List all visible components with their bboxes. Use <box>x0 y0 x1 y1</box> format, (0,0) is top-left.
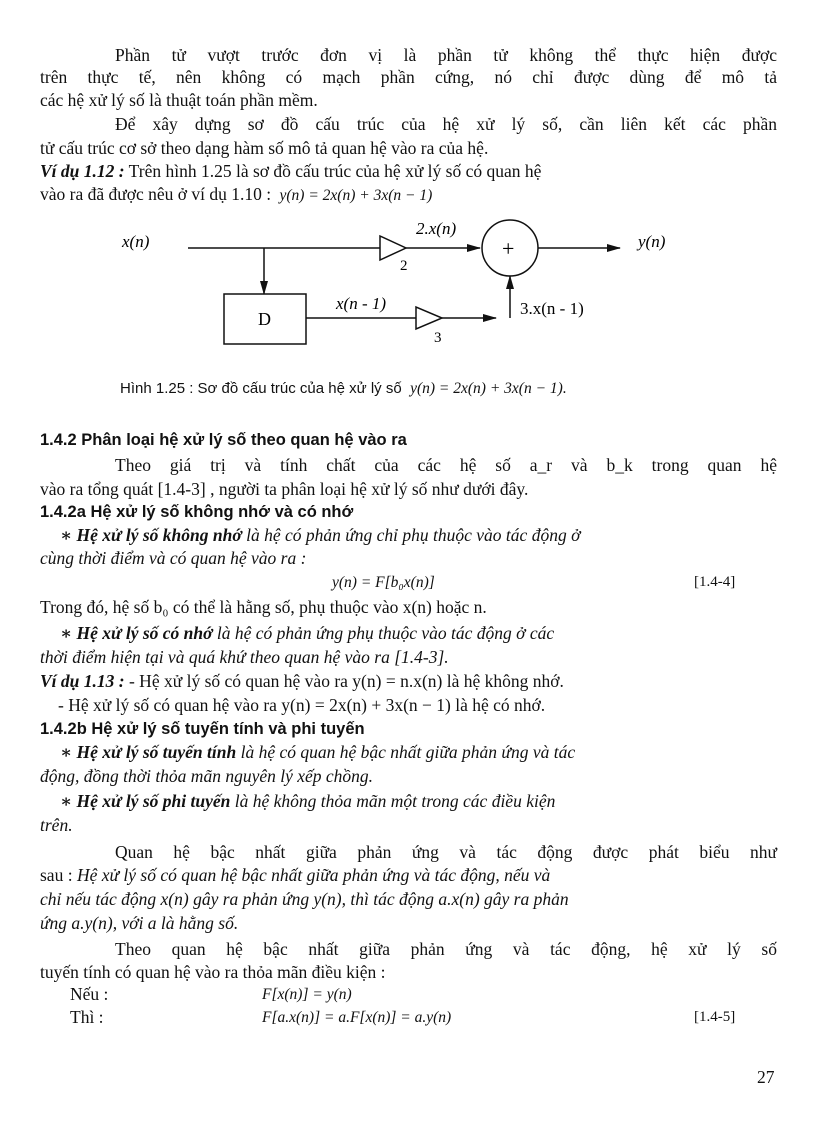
equation-1-4-4: y(n) = F[b₀x(n)] <box>332 574 435 591</box>
equation: y(n) = 2x(n) + 3x(n − 1) <box>279 187 433 204</box>
page-number: 27 <box>757 1067 775 1087</box>
gain-3-label: 3 <box>434 330 442 346</box>
term-bold: ∗ Hệ xử lý số có nhớ <box>60 623 213 643</box>
memory-definition-line-2: thời điểm hiện tại và quá khứ theo quan hệ vào ra [1.4-3]. <box>40 647 449 667</box>
input-label: x(n) <box>122 232 150 251</box>
no-memory-definition-line-1 <box>60 524 777 546</box>
caption-text: Hình 1.25 : Sơ đồ cấu trúc của hệ xử lý số <box>120 380 402 397</box>
term-bold: ∗ Hệ xử lý số phi tuyến <box>60 791 231 811</box>
definition-text: là hệ có phản ứng phụ thuộc vào tác động ở các <box>216 623 555 643</box>
if-label: Nếu : <box>70 984 109 1004</box>
statement-lead: sau : <box>40 865 73 885</box>
definition-text: là hệ có phản ứng chỉ phụ thuộc vào tác động ở <box>246 525 581 545</box>
then-equation: F[a.x(n)] = a.F[x(n)] = a.y(n) <box>262 1009 452 1026</box>
where-line: Trong đó, hệ số b₀ có thể là hằng số, phụ thuộc vào x(n) hoặc n. <box>40 597 487 617</box>
figure-caption <box>120 376 567 400</box>
condition-intro-line-2: tuyến tính có quan hệ vào ra thỏa mãn điều kiện : <box>40 962 386 982</box>
equation-ref-1-4-4: [1.4-4] <box>694 574 736 590</box>
memory-definition-line-1 <box>60 622 777 644</box>
subsection-a-heading: 1.4.2a Hệ xử lý số không nhớ và có nhớ <box>40 503 354 521</box>
linear-definition-line-1 <box>60 741 777 763</box>
example-text: Trên hình 1.25 là sơ đồ cấu trúc của hệ xử lý số có quan hệ <box>128 161 542 181</box>
linear-definition-line-2: động, đồng thời thỏa mãn nguyên lý xếp chồng. <box>40 766 374 786</box>
gain-3-amplifier <box>416 307 442 329</box>
term-bold: ∗ Hệ xử lý số không nhớ <box>60 525 242 545</box>
paragraph-1-line-3: các hệ xử lý số là thuật toán phần mềm. <box>40 90 318 110</box>
gain-2-amplifier <box>380 236 406 260</box>
term-bold: ∗ Hệ xử lý số tuyến tính <box>60 742 237 762</box>
subsection-b-heading: 1.4.2b Hệ xử lý số tuyến tính và phi tuyến <box>40 720 365 738</box>
definition-text: là hệ có quan hệ bậc nhất giữa phản ứng và tác <box>240 742 576 762</box>
section-line-2: vào ra tổng quát [1.4-3] , người ta phân loại hệ xử lý số như dưới đây. <box>40 479 529 499</box>
example-1-12-line-2 <box>40 183 432 207</box>
equation-ref-1-4-5: [1.4-5] <box>694 1009 736 1025</box>
statement-line-4: ứng a.y(n), với a là hằng số. <box>40 913 239 933</box>
condition-intro-line-1: Theo quan hệ bậc nhất giữa phản ứng và tác động, hệ xử lý số <box>115 939 777 959</box>
statement-line-2 <box>40 864 550 886</box>
example-label: Ví dụ 1.13 : <box>40 671 125 691</box>
paragraph-2-line-2: tử cấu trúc cơ sở theo dạng hàm số mô tả quan hệ vào ra của hệ. <box>40 138 489 158</box>
if-equation: F[x(n)] = y(n) <box>262 986 352 1003</box>
block-diagram <box>100 214 740 350</box>
delayed-signal-label: x(n - 1) <box>336 294 387 313</box>
section-line-1: Theo giá trị và tính chất của các hệ số a_r và b_k trong quan hệ <box>115 455 777 475</box>
no-memory-definition-line-2: cùng thời điểm và có quan hệ vào ra : <box>40 548 307 568</box>
paragraph-1-line-1: Phần tử vượt trước đơn vị là phần tử không thể thực hiện được <box>115 45 777 65</box>
output-label: y(n) <box>638 232 666 251</box>
statement-line-1: Quan hệ bậc nhất giữa phản ứng và tác động được phát biểu như <box>115 842 777 862</box>
caption-equation: y(n) = 2x(n) + 3x(n − 1). <box>410 380 567 397</box>
example-1-13-line-1 <box>40 670 564 692</box>
adder-symbol: + <box>502 236 515 261</box>
then-label: Thì : <box>70 1007 104 1027</box>
nonlinear-definition-line-2: trên. <box>40 815 73 835</box>
gain-2-label: 2 <box>400 258 408 274</box>
section-heading: 1.4.2 Phân loại hệ xử lý số theo quan hệ vào ra <box>40 431 407 449</box>
example-text: - Hệ xử lý số có quan hệ vào ra y(n) = n.x(n) là hệ không nhớ. <box>128 671 564 691</box>
definition-text: là hệ không thỏa mãn một trong các điều kiện <box>234 791 556 811</box>
example-text: vào ra đã được nêu ở ví dụ 1.10 : <box>40 184 272 204</box>
bottom-branch-label: 3.x(n - 1) <box>520 299 584 318</box>
example-1-12-line-1 <box>40 160 777 182</box>
paragraph-1-line-2: trên thực tế, nên không có mạch phần cứng, nó chỉ được dùng để mô tả <box>40 67 777 87</box>
example-label: Ví dụ 1.12 : <box>40 161 125 181</box>
top-branch-label: 2.x(n) <box>416 219 457 238</box>
statement-italic: Hệ xử lý số có quan hệ bậc nhất giữa phản ứng và tác động, nếu và <box>76 865 551 885</box>
statement-line-3: chỉ nếu tác động x(n) gây ra phản ứng y(n), thì tác động a.x(n) gây ra phản <box>40 889 569 909</box>
example-1-13-line-2: - Hệ xử lý số có quan hệ vào ra y(n) = 2x(n) + 3x(n − 1) là hệ có nhớ. <box>58 695 546 715</box>
delay-label: D <box>258 309 271 329</box>
nonlinear-definition-line-1 <box>60 790 777 812</box>
paragraph-2-line-1: Để xây dựng sơ đồ cấu trúc của hệ xử lý số, cần liên kết các phần <box>115 114 777 134</box>
